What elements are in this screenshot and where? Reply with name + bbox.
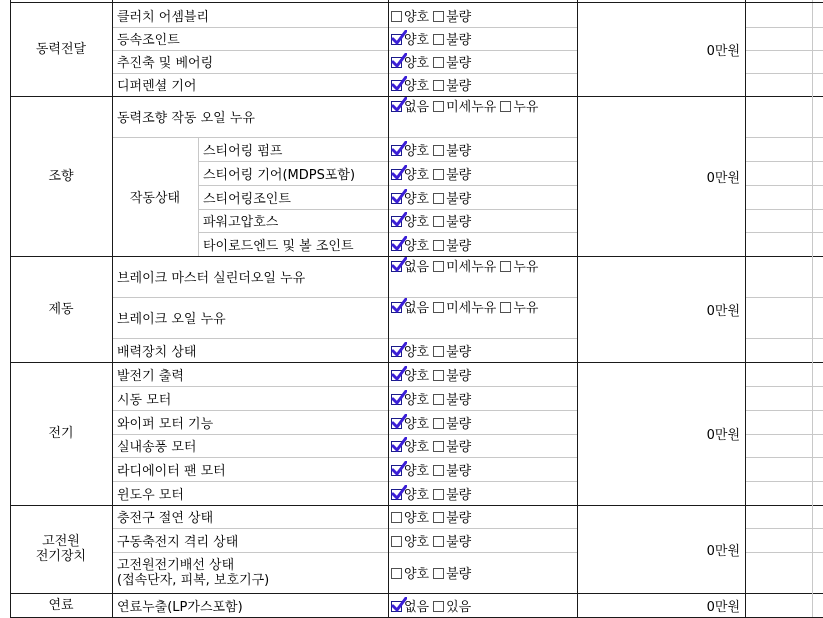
option-label: 불량	[446, 511, 472, 526]
condition-options	[391, 73, 574, 96]
grid-line	[745, 481, 812, 482]
condition-options	[391, 3, 574, 27]
condition-options	[391, 457, 574, 481]
option-label: 있음	[446, 599, 472, 615]
condition-options	[391, 96, 574, 137]
option-0[interactable]	[391, 29, 429, 48]
option-1[interactable]	[433, 211, 471, 230]
option-label: 불량	[446, 368, 472, 384]
checkbox-icon[interactable]	[433, 601, 444, 612]
option-label: 불량	[446, 567, 472, 582]
checkbox-checked-icon[interactable]	[391, 169, 402, 180]
option-label: 불량	[446, 238, 472, 254]
grid-line	[745, 457, 812, 458]
option-label: 불량	[446, 9, 472, 25]
item-label: 타이로드엔드 및 볼 조인트	[203, 238, 354, 254]
checkbox-icon[interactable]	[433, 261, 444, 272]
checkbox-icon[interactable]	[433, 240, 444, 251]
checkbox-icon[interactable]	[433, 302, 444, 313]
grid-line	[745, 386, 812, 387]
grid-line	[745, 338, 812, 339]
checkbox-icon[interactable]	[433, 512, 444, 523]
grid-line	[745, 185, 812, 186]
item-label: 시동 모터	[117, 392, 172, 408]
option-label: 불량	[446, 534, 472, 550]
grid-line	[812, 552, 823, 553]
checkbox-icon[interactable]	[433, 536, 444, 547]
grid-line	[812, 457, 823, 458]
grid-line	[812, 73, 823, 74]
checkbox-icon[interactable]	[391, 512, 402, 523]
condition-options	[391, 338, 574, 362]
grid-line	[812, 434, 823, 435]
grid-line	[812, 137, 823, 138]
item-label: 브레이크 오일 누유	[117, 312, 226, 327]
option-label: 양호	[404, 56, 430, 71]
option-label: 양호	[404, 143, 430, 159]
option-2[interactable]	[500, 100, 538, 115]
option-label: 불량	[446, 440, 472, 455]
item-label: 브레이크 마스터 실린더오일 누유	[117, 271, 306, 286]
item-label: 동력조향 작동 오일 누유	[117, 111, 255, 126]
checkbox-checked-icon[interactable]	[391, 418, 402, 429]
option-1[interactable]	[433, 436, 471, 455]
category-label: 고전원 전기장치	[35, 534, 87, 564]
checkbox-checked-icon[interactable]	[391, 145, 402, 156]
option-0[interactable]	[391, 460, 429, 479]
category-label: 조향	[48, 168, 74, 184]
checkbox-icon[interactable]	[433, 441, 444, 452]
grid-line	[812, 232, 823, 233]
grid-line	[745, 0, 746, 617]
checkbox-checked-icon[interactable]	[391, 80, 402, 91]
checkbox-checked-icon[interactable]	[391, 370, 402, 381]
grid-line	[745, 137, 812, 138]
checkbox-checked-icon[interactable]	[391, 57, 402, 68]
option-0[interactable]	[391, 365, 429, 384]
option-1[interactable]	[433, 460, 471, 479]
item-label: 등속조인트	[117, 33, 180, 48]
option-1[interactable]	[433, 563, 471, 582]
checkbox-icon[interactable]	[500, 101, 511, 112]
condition-options	[391, 297, 574, 338]
checkbox-icon[interactable]	[433, 489, 444, 500]
item-label: 실내송풍 모터	[117, 440, 197, 455]
subgroup-label: 작동상태	[129, 191, 181, 206]
checkbox-icon[interactable]	[433, 34, 444, 45]
item-label: 디퍼렌셜 기어	[117, 79, 197, 94]
option-label: 양호	[404, 191, 430, 207]
item-label: 와이퍼 모터 기능	[117, 416, 214, 432]
item-label: 발전기 출력	[117, 368, 184, 384]
option-1[interactable]	[433, 164, 471, 183]
category-label: 제동	[48, 301, 74, 317]
grid-line	[745, 73, 812, 74]
grid-line	[812, 185, 823, 186]
option-0[interactable]	[391, 341, 429, 360]
option-label: 없음	[404, 260, 430, 275]
item-label: 스티어링 펌프	[203, 143, 283, 159]
option-label: 불량	[446, 143, 472, 159]
grid-line	[812, 410, 823, 411]
option-0[interactable]	[391, 596, 429, 615]
option-label: 양호	[404, 416, 430, 432]
option-0[interactable]	[391, 6, 429, 25]
option-label: 누유	[513, 260, 539, 275]
option-1[interactable]	[433, 596, 471, 615]
option-label: 없음	[404, 301, 430, 316]
option-1[interactable]	[433, 365, 471, 384]
grid-line	[112, 0, 113, 617]
grid-line	[812, 481, 823, 482]
item-label: 충전구 절연 상태	[117, 511, 214, 526]
option-label: 양호	[404, 392, 430, 408]
option-label: 양호	[404, 567, 430, 582]
category-label: 전기	[48, 426, 74, 441]
option-label: 양호	[404, 511, 430, 526]
grid-line	[812, 161, 823, 162]
checkbox-checked-icon[interactable]	[391, 261, 402, 272]
category-label: 연료	[48, 597, 74, 613]
grid-line	[812, 209, 823, 210]
option-1[interactable]	[433, 413, 471, 432]
option-0[interactable]	[391, 413, 429, 432]
item-label: 연료누출(LP가스포함)	[117, 599, 243, 615]
option-label: 불량	[446, 416, 472, 432]
condition-options	[391, 185, 574, 209]
checkbox-checked-icon[interactable]	[391, 34, 402, 45]
option-1[interactable]	[433, 301, 496, 316]
checkbox-checked-icon[interactable]	[391, 441, 402, 452]
option-0[interactable]	[391, 211, 429, 230]
condition-options	[391, 50, 574, 73]
option-1[interactable]	[433, 484, 471, 503]
option-0[interactable]	[391, 52, 429, 71]
item-label: 스티어링조인트	[203, 191, 291, 207]
condition-options	[391, 137, 574, 161]
option-label: 미세누유	[446, 260, 497, 275]
checkbox-icon[interactable]	[433, 216, 444, 227]
repair-cost: 0만원	[706, 170, 740, 186]
checkbox-icon[interactable]	[433, 465, 444, 476]
grid-line	[745, 410, 812, 411]
checkbox-icon[interactable]	[433, 193, 444, 204]
option-label: 미세누유	[446, 301, 497, 316]
grid-line	[745, 50, 812, 51]
grid-line	[388, 0, 389, 617]
option-label: 불량	[446, 392, 472, 408]
checkbox-icon[interactable]	[433, 101, 444, 112]
checkbox-icon[interactable]	[433, 57, 444, 68]
grid-line	[745, 161, 812, 162]
checkbox-checked-icon[interactable]	[391, 240, 402, 251]
condition-options	[391, 362, 574, 386]
option-0[interactable]	[391, 75, 429, 94]
grid-line	[745, 434, 812, 435]
checkbox-checked-icon[interactable]	[391, 101, 402, 112]
checkbox-checked-icon[interactable]	[391, 465, 402, 476]
option-label: 양호	[404, 368, 430, 384]
item-label: 라디에이터 팬 모터	[117, 463, 226, 479]
item-label: 파워고압호스	[203, 215, 279, 230]
repair-cost: 0만원	[706, 44, 740, 59]
option-0[interactable]	[391, 507, 429, 526]
option-2[interactable]	[500, 301, 538, 316]
item-label: 구동축전지 격리 상태	[117, 534, 239, 550]
repair-cost: 0만원	[706, 303, 740, 319]
checkbox-icon[interactable]	[433, 169, 444, 180]
option-0[interactable]	[391, 235, 429, 254]
option-label: 미세누유	[446, 100, 497, 115]
option-label: 불량	[446, 191, 472, 207]
grid-line	[812, 50, 823, 51]
option-label: 불량	[446, 487, 472, 503]
grid-line	[812, 338, 823, 339]
option-0[interactable]	[391, 436, 429, 455]
condition-options	[391, 161, 574, 185]
condition-options	[391, 552, 574, 593]
option-label: 양호	[404, 534, 430, 550]
checkbox-icon[interactable]	[433, 418, 444, 429]
checkbox-icon[interactable]	[433, 145, 444, 156]
option-label: 불량	[446, 463, 472, 479]
option-0[interactable]	[391, 301, 429, 316]
category-label: 동력전달	[35, 42, 87, 57]
option-0[interactable]	[391, 563, 429, 582]
checkbox-icon[interactable]	[433, 370, 444, 381]
condition-options	[391, 209, 574, 232]
option-label: 양호	[404, 9, 430, 25]
option-1[interactable]	[433, 100, 496, 115]
condition-options	[391, 528, 574, 552]
checkbox-icon[interactable]	[433, 568, 444, 579]
option-0[interactable]	[391, 188, 429, 207]
option-1[interactable]	[433, 507, 471, 526]
repair-cost: 0만원	[706, 599, 740, 615]
grid-line	[745, 297, 812, 298]
grid-line	[10, 0, 11, 617]
condition-options	[391, 505, 574, 528]
grid-line	[745, 552, 812, 553]
option-1[interactable]	[433, 75, 471, 94]
condition-options	[391, 27, 574, 50]
grid-line	[745, 209, 812, 210]
checkbox-checked-icon[interactable]	[391, 601, 402, 612]
item-label: 클러치 어셈블리	[117, 9, 210, 25]
option-0[interactable]	[391, 260, 429, 275]
option-label: 양호	[404, 215, 430, 230]
option-label: 없음	[404, 100, 430, 115]
item-label: 배력장치 상태	[117, 344, 197, 360]
condition-options	[391, 434, 574, 457]
option-1[interactable]	[433, 260, 496, 275]
option-label: 불량	[446, 33, 472, 48]
option-label: 누유	[513, 100, 539, 115]
grid-line	[745, 232, 812, 233]
checkbox-checked-icon[interactable]	[391, 216, 402, 227]
option-label: 양호	[404, 440, 430, 455]
option-label: 양호	[404, 463, 430, 479]
option-0[interactable]	[391, 140, 429, 159]
checkbox-icon[interactable]	[391, 11, 402, 22]
grid-line	[812, 528, 823, 529]
option-label: 양호	[404, 79, 430, 94]
option-1[interactable]	[433, 531, 471, 550]
option-label: 불량	[446, 79, 472, 94]
option-0[interactable]	[391, 100, 429, 115]
grid-line	[812, 297, 823, 298]
checkbox-icon[interactable]	[391, 536, 402, 547]
repair-cost: 0만원	[706, 428, 740, 443]
condition-options	[391, 256, 574, 297]
option-0[interactable]	[391, 531, 429, 550]
checkbox-icon[interactable]	[500, 261, 511, 272]
option-1[interactable]	[433, 52, 471, 71]
checkbox-icon[interactable]	[433, 80, 444, 91]
repair-cost: 0만원	[706, 543, 740, 559]
grid-line	[812, 0, 813, 617]
item-label: 고전원전기배선 상태 (접속단자, 피복, 보호기구)	[117, 557, 270, 588]
option-label: 누유	[513, 301, 539, 316]
checkbox-checked-icon[interactable]	[391, 302, 402, 313]
option-0[interactable]	[391, 389, 429, 408]
option-1[interactable]	[433, 188, 471, 207]
option-label: 양호	[404, 344, 430, 360]
option-1[interactable]	[433, 341, 471, 360]
option-label: 양호	[404, 487, 430, 503]
condition-options	[391, 386, 574, 410]
condition-options	[391, 481, 574, 505]
option-1[interactable]	[433, 29, 471, 48]
option-label: 불량	[446, 167, 472, 183]
condition-options	[391, 593, 574, 617]
checkbox-icon[interactable]	[433, 11, 444, 22]
condition-options	[391, 232, 574, 256]
option-0[interactable]	[391, 484, 429, 503]
checkbox-icon[interactable]	[433, 346, 444, 357]
checkbox-checked-icon[interactable]	[391, 394, 402, 405]
checkbox-checked-icon[interactable]	[391, 489, 402, 500]
grid-line	[745, 528, 812, 529]
option-label: 양호	[404, 238, 430, 254]
option-1[interactable]	[433, 389, 471, 408]
grid-line	[812, 27, 823, 28]
option-label: 양호	[404, 33, 430, 48]
condition-options	[391, 410, 574, 434]
item-label: 추진축 및 베어링	[117, 56, 214, 71]
option-1[interactable]	[433, 140, 471, 159]
option-label: 양호	[404, 167, 430, 183]
option-label: 불량	[446, 215, 472, 230]
checkbox-icon[interactable]	[433, 394, 444, 405]
item-label: 스티어링 기어(MDPS포함)	[203, 167, 356, 183]
item-label: 윈도우 모터	[117, 487, 184, 503]
option-label: 불량	[446, 56, 472, 71]
option-1[interactable]	[433, 235, 471, 254]
grid-line	[577, 0, 578, 617]
option-label: 불량	[446, 344, 472, 360]
checkbox-icon[interactable]	[391, 568, 402, 579]
option-2[interactable]	[500, 260, 538, 275]
checkbox-checked-icon[interactable]	[391, 346, 402, 357]
option-label: 없음	[404, 599, 430, 615]
grid-line	[198, 137, 199, 256]
option-0[interactable]	[391, 164, 429, 183]
grid-line	[745, 27, 812, 28]
checkbox-icon[interactable]	[500, 302, 511, 313]
grid-line	[812, 386, 823, 387]
grid-line	[10, 2, 823, 3]
checkbox-checked-icon[interactable]	[391, 193, 402, 204]
option-1[interactable]	[433, 6, 471, 25]
